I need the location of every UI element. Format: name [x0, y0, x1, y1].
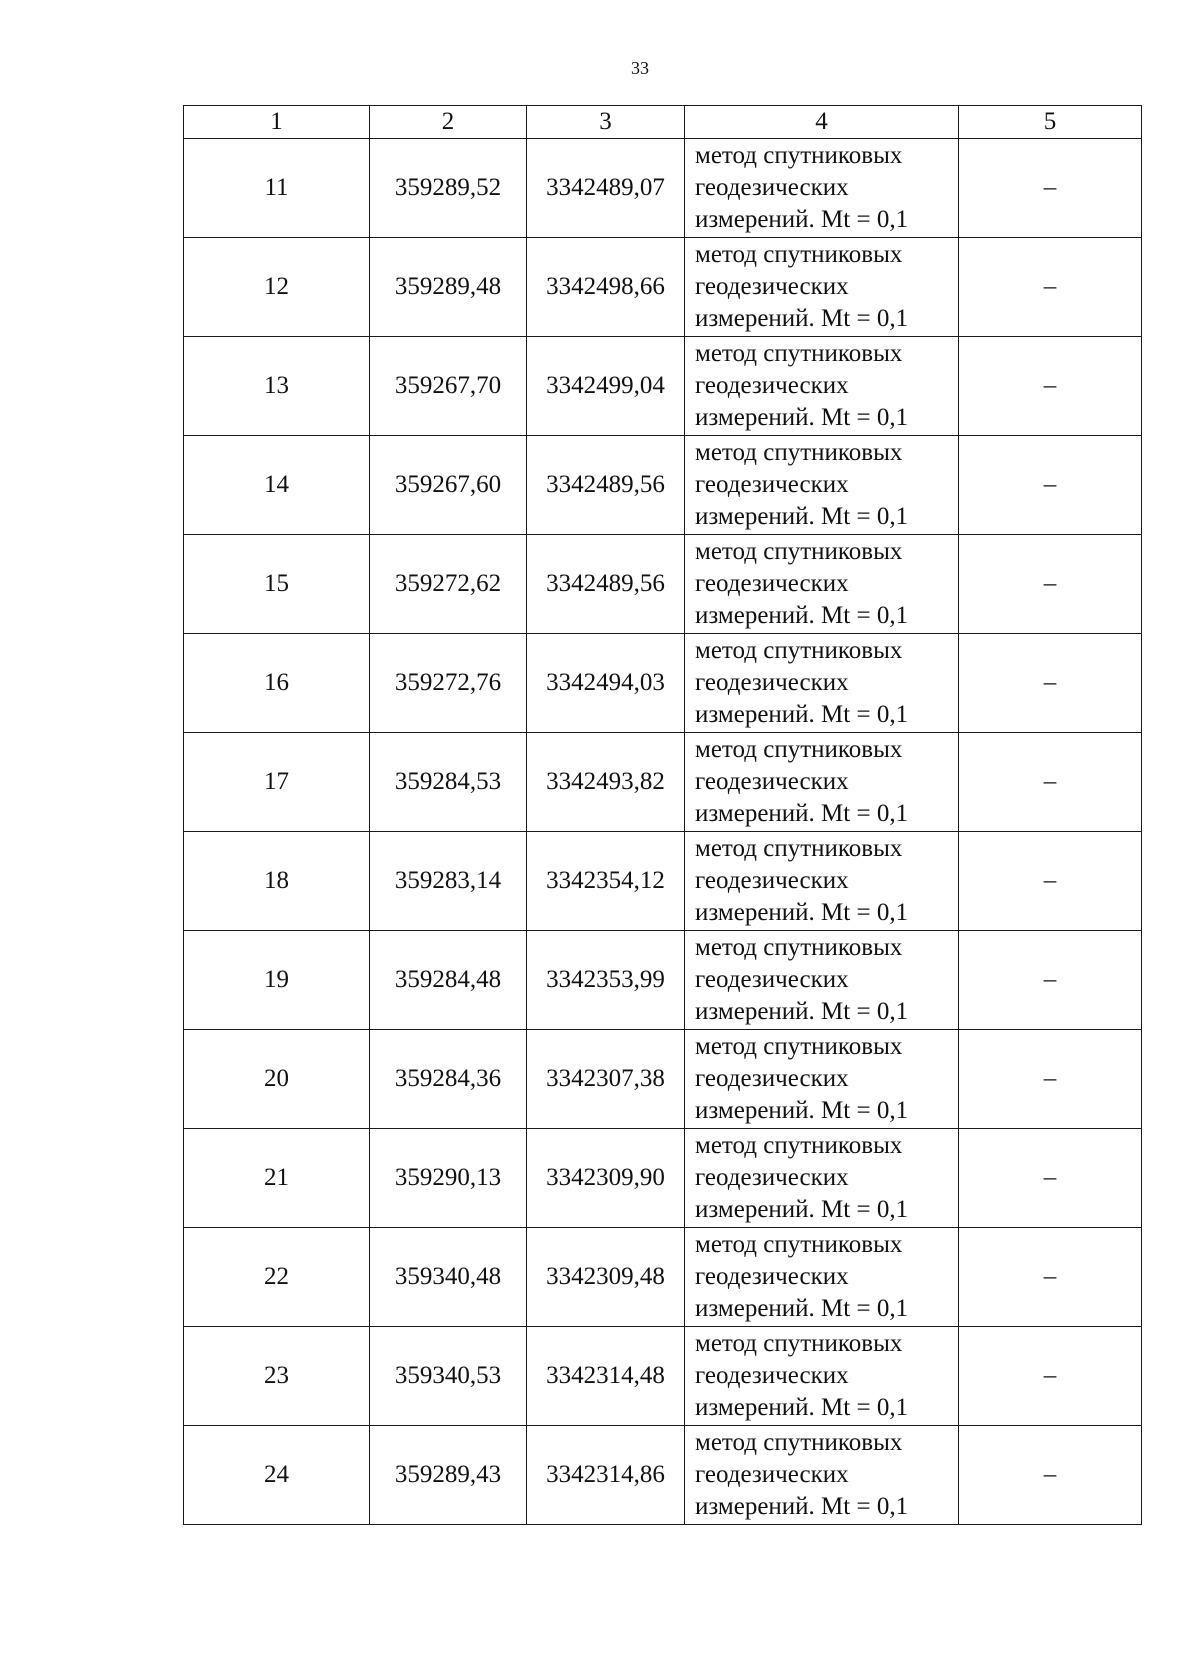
method-line: метод спутниковых	[695, 1132, 903, 1159]
method-cell	[685, 1228, 959, 1327]
description-cell: –	[959, 535, 1142, 634]
point-number-cell: 16	[184, 634, 370, 733]
method-line: геодезических	[695, 372, 849, 399]
page-number: 33	[631, 58, 649, 78]
method-line: измерений. Mt = 0,1	[695, 800, 909, 827]
table-row	[184, 733, 1142, 832]
table-body	[184, 139, 1142, 1525]
method-cell	[685, 1426, 959, 1525]
method-line: метод спутниковых	[695, 1429, 903, 1456]
method-line: геодезических	[695, 669, 849, 696]
header-cell-2: 2	[370, 106, 527, 139]
coordinate-y-cell: 3342489,07	[527, 139, 685, 238]
coordinate-x-cell: 359284,53	[370, 733, 527, 832]
method-line: измерений. Mt = 0,1	[695, 1493, 909, 1520]
description-cell: –	[959, 1327, 1142, 1426]
method-line: измерений. Mt = 0,1	[695, 602, 909, 629]
coordinate-y-cell: 3342498,66	[527, 238, 685, 337]
table-row	[184, 139, 1142, 238]
coordinate-x-cell: 359272,76	[370, 634, 527, 733]
coordinate-y-cell: 3342489,56	[527, 436, 685, 535]
method-line: метод спутниковых	[695, 637, 903, 664]
coordinate-y-cell: 3342499,04	[527, 337, 685, 436]
point-number-cell: 24	[184, 1426, 370, 1525]
method-line: метод спутниковых	[695, 340, 903, 367]
coordinate-x-cell: 359283,14	[370, 832, 527, 931]
method-line: геодезических	[695, 1461, 849, 1488]
method-line: геодезических	[695, 1263, 849, 1290]
coordinate-y-cell: 3342489,56	[527, 535, 685, 634]
method-line: измерений. Mt = 0,1	[695, 404, 909, 431]
table-row	[184, 1129, 1142, 1228]
description-cell: –	[959, 832, 1142, 931]
table-row	[184, 535, 1142, 634]
point-number-cell: 22	[184, 1228, 370, 1327]
method-cell	[685, 733, 959, 832]
coordinate-x-cell: 359340,53	[370, 1327, 527, 1426]
coordinate-y-cell: 3342309,48	[527, 1228, 685, 1327]
table-row	[184, 1327, 1142, 1426]
method-line: метод спутниковых	[695, 1231, 903, 1258]
coordinate-x-cell: 359289,52	[370, 139, 527, 238]
table-row	[184, 436, 1142, 535]
point-number-cell: 13	[184, 337, 370, 436]
method-cell	[685, 1129, 959, 1228]
point-number-cell: 17	[184, 733, 370, 832]
header-row	[184, 106, 1142, 139]
table-row	[184, 931, 1142, 1030]
coordinate-x-cell: 359272,62	[370, 535, 527, 634]
method-line: геодезических	[695, 174, 849, 201]
point-number-cell: 12	[184, 238, 370, 337]
method-line: геодезических	[695, 867, 849, 894]
coordinates-table	[183, 105, 1142, 1525]
description-cell: –	[959, 733, 1142, 832]
method-line: измерений. Mt = 0,1	[695, 701, 909, 728]
coordinate-y-cell: 3342353,99	[527, 931, 685, 1030]
method-cell	[685, 337, 959, 436]
method-line: геодезических	[695, 768, 849, 795]
method-line: метод спутниковых	[695, 439, 903, 466]
coordinate-y-cell: 3342314,48	[527, 1327, 685, 1426]
description-cell: –	[959, 1129, 1142, 1228]
description-cell: –	[959, 634, 1142, 733]
coordinate-y-cell: 3342307,38	[527, 1030, 685, 1129]
description-cell: –	[959, 1228, 1142, 1327]
coordinate-x-cell: 359284,48	[370, 931, 527, 1030]
coordinate-y-cell: 3342314,86	[527, 1426, 685, 1525]
coordinate-y-cell: 3342309,90	[527, 1129, 685, 1228]
description-cell: –	[959, 931, 1142, 1030]
coordinate-x-cell: 359267,60	[370, 436, 527, 535]
method-line: геодезических	[695, 1164, 849, 1191]
method-line: измерений. Mt = 0,1	[695, 503, 909, 530]
method-line: измерений. Mt = 0,1	[695, 998, 909, 1025]
coordinate-x-cell: 359290,13	[370, 1129, 527, 1228]
table-row	[184, 1228, 1142, 1327]
description-cell: –	[959, 139, 1142, 238]
method-cell	[685, 436, 959, 535]
method-line: метод спутниковых	[695, 835, 903, 862]
table-row	[184, 634, 1142, 733]
table-row	[184, 1030, 1142, 1129]
method-line: измерений. Mt = 0,1	[695, 1394, 909, 1421]
point-number-cell: 20	[184, 1030, 370, 1129]
method-line: измерений. Mt = 0,1	[695, 899, 909, 926]
point-number-cell: 21	[184, 1129, 370, 1228]
table-row	[184, 238, 1142, 337]
method-line: метод спутниковых	[695, 1330, 903, 1357]
method-line: метод спутниковых	[695, 934, 903, 961]
method-line: измерений. Mt = 0,1	[695, 305, 909, 332]
method-line: метод спутниковых	[695, 241, 903, 268]
method-line: метод спутниковых	[695, 736, 903, 763]
method-line: геодезических	[695, 1065, 849, 1092]
table-header	[184, 106, 1142, 139]
table-row	[184, 832, 1142, 931]
method-line: геодезических	[695, 570, 849, 597]
method-line: измерений. Mt = 0,1	[695, 206, 909, 233]
method-cell	[685, 535, 959, 634]
description-cell: –	[959, 436, 1142, 535]
coordinate-x-cell: 359340,48	[370, 1228, 527, 1327]
point-number-cell: 23	[184, 1327, 370, 1426]
method-cell	[685, 1030, 959, 1129]
point-number-cell: 19	[184, 931, 370, 1030]
point-number-cell: 15	[184, 535, 370, 634]
method-line: геодезических	[695, 471, 849, 498]
method-cell	[685, 832, 959, 931]
header-cell-1: 1	[184, 106, 370, 139]
method-line: измерений. Mt = 0,1	[695, 1097, 909, 1124]
table-row	[184, 1426, 1142, 1525]
method-line: геодезических	[695, 273, 849, 300]
coordinate-x-cell: 359267,70	[370, 337, 527, 436]
method-line: геодезических	[695, 1362, 849, 1389]
point-number-cell: 14	[184, 436, 370, 535]
method-cell	[685, 238, 959, 337]
header-cell-4: 4	[685, 106, 959, 139]
header-cell-5: 5	[959, 106, 1142, 139]
coordinate-x-cell: 359289,43	[370, 1426, 527, 1525]
method-cell	[685, 1327, 959, 1426]
method-line: измерений. Mt = 0,1	[695, 1295, 909, 1322]
method-line: измерений. Mt = 0,1	[695, 1196, 909, 1223]
method-cell	[685, 931, 959, 1030]
method-line: метод спутниковых	[695, 538, 903, 565]
point-number-cell: 11	[184, 139, 370, 238]
description-cell: –	[959, 238, 1142, 337]
description-cell: –	[959, 1030, 1142, 1129]
method-line: метод спутниковых	[695, 142, 903, 169]
method-line: геодезических	[695, 966, 849, 993]
point-number-cell: 18	[184, 832, 370, 931]
header-cell-3: 3	[527, 106, 685, 139]
coordinate-y-cell: 3342493,82	[527, 733, 685, 832]
coordinate-x-cell: 359284,36	[370, 1030, 527, 1129]
coordinate-y-cell: 3342494,03	[527, 634, 685, 733]
method-cell	[685, 139, 959, 238]
coordinate-x-cell: 359289,48	[370, 238, 527, 337]
table-row	[184, 337, 1142, 436]
method-cell	[685, 634, 959, 733]
description-cell: –	[959, 1426, 1142, 1525]
method-line: метод спутниковых	[695, 1033, 903, 1060]
description-cell: –	[959, 337, 1142, 436]
coordinate-y-cell: 3342354,12	[527, 832, 685, 931]
